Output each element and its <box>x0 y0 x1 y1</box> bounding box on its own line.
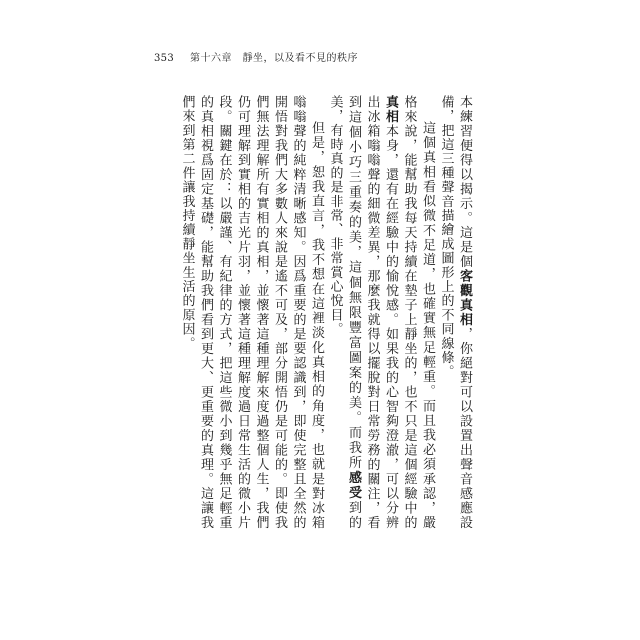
text-run: ，你絕對可以設置出聲音感應設備，把這三種聲音描繪成圖形上的不同線條。 <box>438 95 472 530</box>
text-run: 本身，還有在經驗中的愉悅感。如果我的心智夠澄澈，可以分辨出冰箱嗡嗡聲的細微差異，那麼我就得以擺脫對日常勞務的關注，看到這個小巧三重奏的美，這個無限豐富圖案的美。而我所 <box>346 95 398 530</box>
body-text-vertical <box>168 95 473 530</box>
page-number: 353 <box>154 53 174 64</box>
page-header <box>0 0 640 64</box>
running-head-chapter-title: 第十六章 靜坐，以及看不見的秩序 <box>190 53 358 64</box>
text-run: 到的美，有時真的是非常、非常賞心悅目。 <box>327 95 361 530</box>
paragraph <box>325 95 436 530</box>
paragraph <box>177 95 325 530</box>
emphasized-text: 感受 <box>346 470 361 501</box>
emphasized-text: 真相 <box>383 95 398 125</box>
paragraph <box>436 95 473 530</box>
text-run: 本練習便得以揭示。這是個 <box>457 95 472 270</box>
emphasized-text: 客觀真相 <box>457 269 472 328</box>
text-run: 但是，恕我直言，我不想在這裡淡化真相的角度，也就是對冰箱嗡嗡聲的純粹清晰感知。因爲重要的是要認識到，即使完整且全然的開悟對我們大多數人來說是遙不可及，部分開悟仍是可能的。即使我們無法理解所有實相的真相，並懷著這種理解來度過整個人生，我們仍可理解到實相的吉光片羽，並懷著這種理解度過日常生活的微小片段。關鍵在於：以嚴謹、有紀律的方式，把這些微小到幾乎無足輕重的真相視爲固定基礎，能幫助我們看到更大、更重要的真理。這讓我們來到第二件讓我持續靜坐生活的原因。 <box>179 95 324 530</box>
text-run: 這個真相看似微不足道，也確實無足輕重。而且我必須承認，嚴格來說，能幫助我每天持續在墊子上靜坐的，也不只是這個經驗中的 <box>401 95 435 530</box>
